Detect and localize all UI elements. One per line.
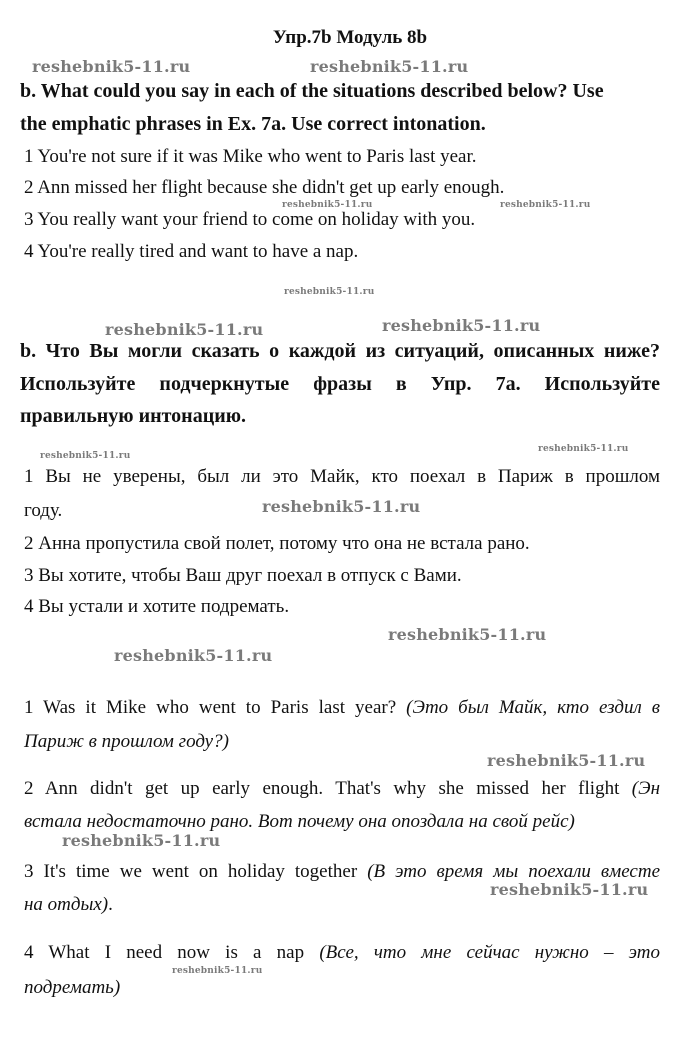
watermark: reshebnik5-11.ru bbox=[538, 444, 629, 454]
watermark: reshebnik5-11.ru bbox=[490, 880, 649, 899]
answer-en: 3 It's time we went on holiday together bbox=[24, 861, 358, 882]
list-item: 3 You really want your friend to come on holiday with you. bbox=[24, 209, 476, 230]
answer-translation: (Эн bbox=[631, 778, 660, 799]
watermark: reshebnik5-11.ru bbox=[310, 57, 469, 76]
answer-item bbox=[24, 894, 113, 916]
watermark: reshebnik5-11.ru bbox=[388, 625, 547, 644]
list-item: 4 Вы устали и хотите подремать. bbox=[24, 596, 290, 617]
answer-translation: на отдых) bbox=[24, 894, 109, 915]
list-item: 3 Вы хотите, чтобы Ваш друг поехал в отпуск с Вами. bbox=[24, 565, 462, 586]
answer-item bbox=[24, 942, 660, 964]
en-task-heading: b. What could you say in each of the situations described below? Use bbox=[20, 80, 604, 102]
watermark: reshebnik5-11.ru bbox=[62, 831, 221, 850]
ru-task-heading: Используйте подчеркнутые фразы в Упр. 7а. Используйте bbox=[20, 373, 660, 395]
ru-task-heading: правильную интонацию. bbox=[20, 405, 247, 427]
ru-task-heading: b. Что Вы могли сказать о каждой из ситуаций, описанных ниже? bbox=[20, 340, 660, 362]
list-item: 2 Ann missed her flight because she didn't get up early enough. bbox=[24, 177, 505, 198]
watermark: reshebnik5-11.ru bbox=[40, 451, 131, 461]
answer-tail: . bbox=[108, 894, 113, 915]
answer-item bbox=[24, 697, 660, 719]
watermark: reshebnik5-11.ru bbox=[172, 966, 263, 976]
watermark: reshebnik5-11.ru bbox=[500, 200, 591, 210]
answer-en: 4 What I need now is a nap bbox=[24, 942, 305, 963]
en-task-heading: the emphatic phrases in Ex. 7a. Use correct intonation. bbox=[20, 113, 486, 135]
list-item: 1 You're not sure if it was Mike who went to Paris last year. bbox=[24, 146, 477, 167]
watermark: reshebnik5-11.ru bbox=[262, 497, 421, 516]
watermark: reshebnik5-11.ru bbox=[487, 751, 646, 770]
answer-en: 1 Was it Mike who went to Paris last year? bbox=[24, 697, 397, 718]
watermark: reshebnik5-11.ru bbox=[382, 316, 541, 335]
watermark: reshebnik5-11.ru bbox=[105, 320, 264, 339]
answer-translation: (В это время мы поехали вместе bbox=[367, 861, 661, 882]
list-item: 2 Анна пропустила свой полет, потому что она не встала рано. bbox=[24, 533, 530, 554]
answer-translation: (Это был Майк, кто ездил в bbox=[406, 697, 660, 718]
watermark: reshebnik5-11.ru bbox=[32, 57, 191, 76]
answer-translation: подремать) bbox=[24, 977, 121, 998]
watermark: reshebnik5-11.ru bbox=[282, 200, 373, 210]
page-title: Упр.7b Модуль 8b bbox=[272, 27, 428, 48]
answer-item bbox=[24, 778, 660, 800]
answer-translation: Париж в прошлом году?) bbox=[24, 731, 229, 752]
answer-translation: встала недостаточно рано. Вот почему она опоздала на свой рейс) bbox=[24, 811, 575, 832]
list-item: году. bbox=[24, 500, 63, 521]
list-item: 1 Вы не уверены, был ли это Майк, кто поехал в Париж в прошлом bbox=[24, 466, 660, 487]
answer-item bbox=[24, 861, 660, 883]
watermark: reshebnik5-11.ru bbox=[114, 646, 273, 665]
answer-en: 2 Ann didn't get up early enough. That's why she missed her flight bbox=[24, 778, 620, 799]
watermark: reshebnik5-11.ru bbox=[284, 287, 375, 297]
answer-translation: (Все, что мне сейчас нужно – это bbox=[319, 942, 661, 963]
list-item: 4 You're really tired and want to have a nap. bbox=[24, 241, 359, 262]
